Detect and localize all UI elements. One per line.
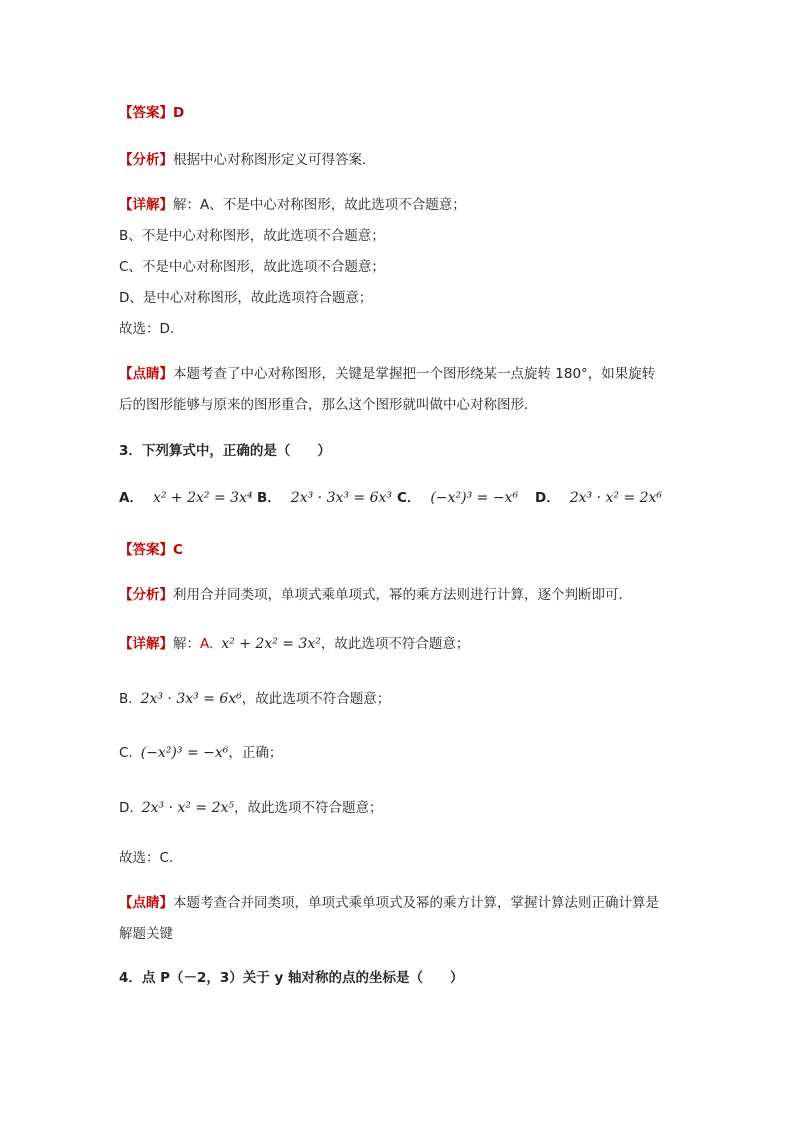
answer-tag: 【答案】 [119,542,173,558]
detail-text: ，故此选项不符合题意； [241,691,391,707]
question-title-q4: 4．点 P（－2，3）关于 y 轴对称的点的坐标是（ ） [119,970,464,986]
analysis-line-q3 [119,583,632,603]
detail-line-q3-b [119,687,390,707]
option-label: A． [119,490,143,506]
detail-label: C. [119,745,133,761]
answer-value: C [173,542,183,558]
comment-tag: 【点睛】 [119,895,173,911]
option-expression: 2x³ · 3x³ = 6x³ [290,490,393,506]
detail-expression: 2x³ · x² = 2x⁵ [141,800,235,816]
analysis-text: 根据中心对称图形定义可得答案． [173,152,376,168]
answer-value: D [173,105,185,121]
question-title-q3: 3．下列算式中，正确的是（ ） [119,443,331,459]
detail-text: ，故此选项不符合题意； [320,636,470,652]
detail-line-q2-3: D、是中心对称图形，故此选项符合题意； [119,290,373,306]
option-c [397,486,518,506]
option-expression: (−x²)³ = −x⁶ [430,490,519,506]
analysis-tag: 【分析】 [119,152,173,168]
comment-line-q2-0 [119,362,655,382]
answer-line-q2 [119,101,184,121]
detail-line-q3-c [119,741,282,761]
conclusion-line-q2: 故选：D． [119,321,184,337]
option-label: C． [397,490,421,506]
option-label: B． [257,490,281,506]
conclusion-line-q3: 故选：C． [119,850,183,866]
detail-line-q2-1: B、不是中心对称图形，故此选项不合题意； [119,228,385,244]
detail-label: D. [119,800,134,816]
option-b [257,486,392,506]
option-label: D． [535,490,560,506]
comment-tag: 【点睛】 [119,366,173,382]
option-d [535,486,662,506]
comment-text: 本题考查合并同类项，单项式乘单项式及幂的乘方计算，掌握计算法则正确计算是 [173,895,659,911]
answer-tag: 【答案】 [119,105,173,121]
detail-text: ，正确； [228,745,283,761]
analysis-text: 利用合并同类项，单项式乘单项式，幂的乘方法则进行计算，逐个判断即可． [173,587,632,603]
detail-line-q3-d [119,796,383,816]
detail-line-q2-0 [119,193,466,213]
detail-label: A. [200,636,214,652]
detail-expression: (−x²)³ = −x⁶ [140,745,229,761]
comment-line-q3-1: 解题关键 [119,926,173,942]
detail-prefix: 解： [173,636,200,652]
analysis-tag: 【分析】 [119,587,173,603]
option-expression: x² + 2x² = 3x⁴ [152,490,253,506]
analysis-line-q2 [119,148,376,168]
detail-line-q3-a [119,632,469,652]
detail-tag: 【详解】 [119,636,173,652]
detail-expression: 2x³ · 3x³ = 6x⁶ [140,691,242,707]
detail-tag: 【详解】 [119,197,173,213]
comment-line-q2-1: 后的图形能够与原来的图形重合，那么这个图形就叫做中心对称图形． [119,397,538,413]
detail-label: B. [119,691,133,707]
comment-line-q3-0 [119,891,659,911]
detail-text: ，故此选项不符合题意； [234,800,383,816]
detail-expression: x² + 2x² = 3x² [221,636,321,652]
detail-text: 解：A、不是中心对称图形，故此选项不合题意； [173,197,466,213]
detail-line-q2-2: C、不是中心对称图形，故此选项不合题意； [119,259,385,275]
answer-line-q3 [119,538,183,558]
comment-text: 本题考查了中心对称图形，关键是掌握把一个图形绕某一点旋转 180°，如果旋转 [173,366,656,382]
option-expression: 2x³ · x² = 2x⁶ [569,490,663,506]
option-a [119,486,253,506]
